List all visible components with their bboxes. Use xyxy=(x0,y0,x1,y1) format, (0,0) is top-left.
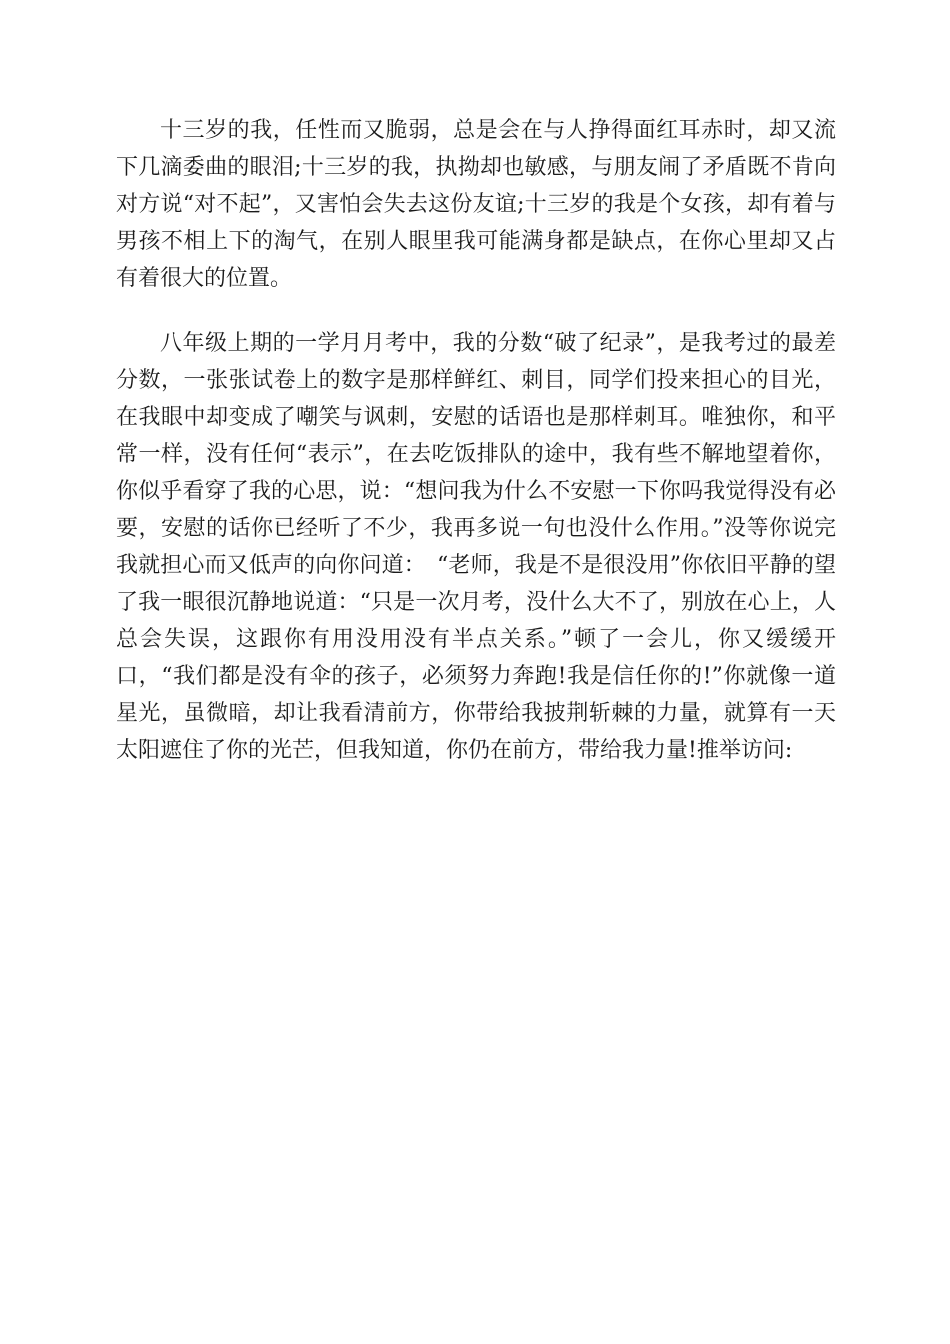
paragraph-2: 八年级上期的一学月月考中，我的分数“破了纪录”，是我考过的最差分数，一张张试卷上的数字是那样鲜红、刺目，同学们投来担心的目光，在我眼中却变成了嘲笑与讽刺，安慰的话语也是那样刺耳。唯独你，和平常一样，没有任何“表示”，在去吃饭排队的途中，我有些不解地望着你，你似乎看穿了我的心思，说：“想问我为什么不安慰一下你吗我觉得没有必要，安慰的话你已经听了不少，我再多说一句也没什么作用。”没等你说完我就担心而又低声的向你问道： “老师，我是不是很没用”你依旧平静的望了我一眼很沉静地说道：“只是一次月考，没什么大不了，别放在心上，人总会失误，这跟你有用没用没有半点关系。”顿了一会儿，你又缓缓开口，“我们都是没有伞的孩子，必须努力奔跑!我是信任你的!”你就像一道星光，虽微暗，却让我看清前方，你带给我披荆斩棘的力量，就算有一天太阳遮住了你的光芒，但我知道，你仍在前方，带给我力量!推举访问: xyxy=(116,331,836,763)
paragraph-1: 十三岁的我，任性而又脆弱，总是会在与人挣得面红耳赤时，却又流下几滴委曲的眼泪;十三岁的我，执拗却也敏感，与朋友闹了矛盾既不肯向对方说“对不起”，又害怕会失去这份友谊;十三岁的我是个女孩，却有着与男孩不相上下的淘气，在别人眼里我可能满身都是缺点，在你心里却又占有着很大的位置。 xyxy=(116,118,836,291)
document-page xyxy=(116,112,836,797)
